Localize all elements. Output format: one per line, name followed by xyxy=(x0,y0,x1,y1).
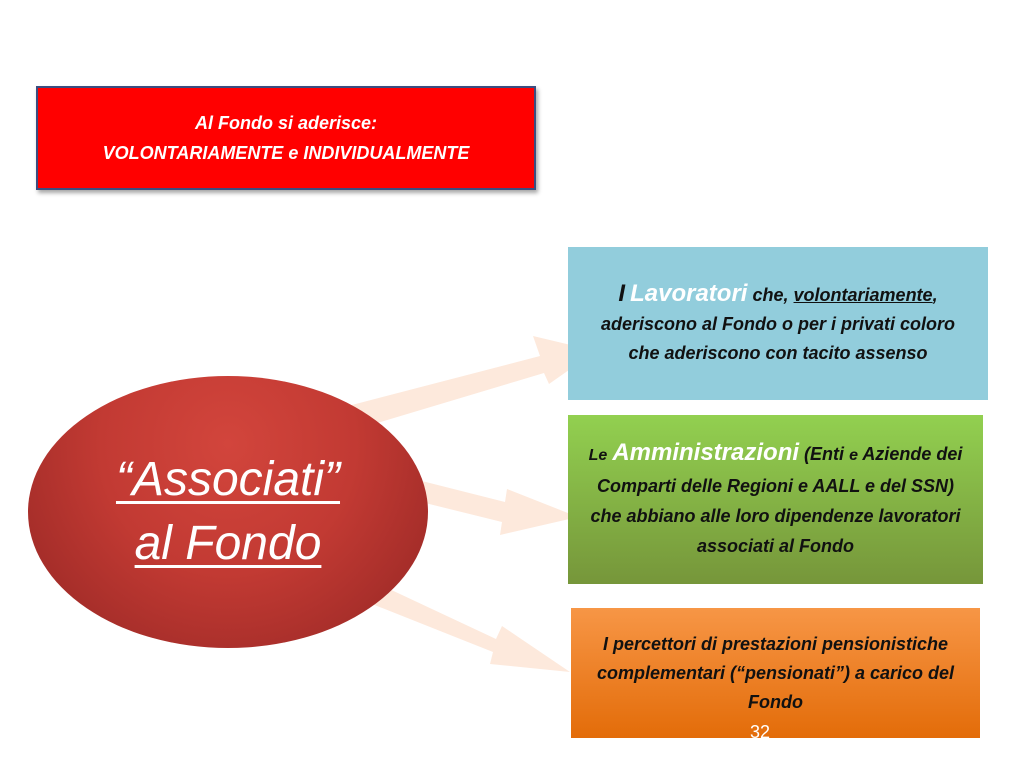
arrow-to-workers xyxy=(348,336,596,430)
admin-enti: (Enti xyxy=(804,444,845,464)
workers-article: I xyxy=(618,280,626,307)
admin-rest: Aziende dei Comparti delle Regioni e AALL e del SSN) che abbiano alle loro dipendenze lavoratori associati al Fondo xyxy=(590,444,963,556)
associati-ellipse xyxy=(28,376,428,648)
pension-text: I percettori di prestazioni pensionistiche complementari (“pensionati”) a carico del Fondo xyxy=(596,633,955,712)
header-line-2: VOLONTARIAMENTE e INDIVIDUALMENTE xyxy=(102,143,470,163)
workers-box xyxy=(568,247,988,400)
arrow-to-pension xyxy=(362,580,570,672)
arrow-to-admin xyxy=(405,478,578,535)
admin-e: e xyxy=(849,447,858,464)
admin-article: Le xyxy=(588,447,608,464)
workers-text xyxy=(596,279,960,368)
workers-keyword: Lavoratori xyxy=(630,280,748,307)
ellipse-line-2: al Fondo xyxy=(134,517,322,570)
page-number: 32 xyxy=(749,722,771,742)
workers-che: che, xyxy=(752,285,789,305)
admin-box xyxy=(568,415,983,584)
workers-rest: , aderiscono al Fondo o per i privati coloro che aderiscono con tacito assenso xyxy=(600,285,956,363)
header-line-1: Al Fondo si aderisce: xyxy=(194,113,378,133)
ellipse-line-1: “Associati” xyxy=(115,453,341,506)
workers-volontariamente: volontariamente xyxy=(793,285,933,305)
admin-keyword: Amministrazioni xyxy=(612,439,800,466)
admin-text xyxy=(582,438,969,561)
pension-box xyxy=(571,608,980,738)
